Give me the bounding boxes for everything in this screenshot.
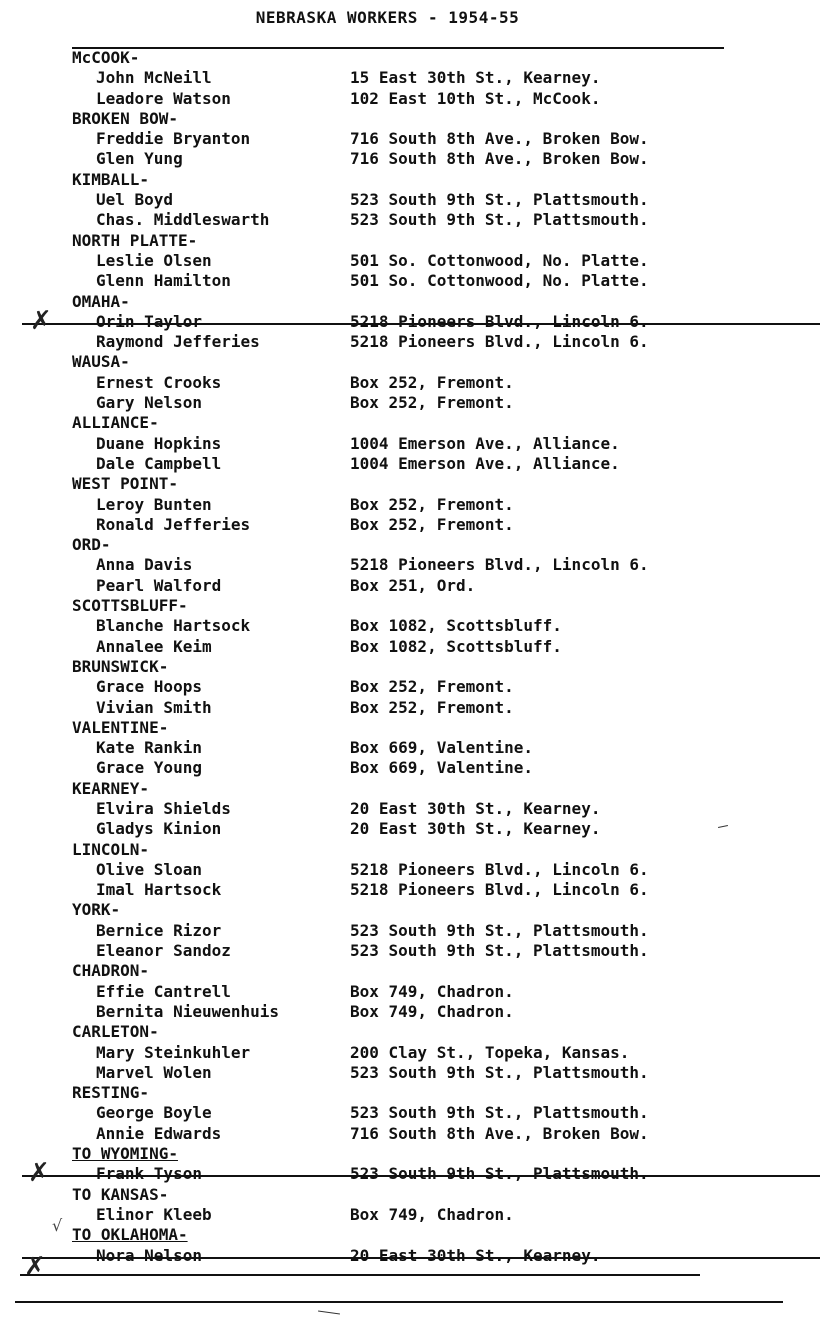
worker-name: Leslie Olsen [96, 250, 212, 270]
worker-name: Leroy Bunten [96, 494, 212, 514]
x-mark-wyoming: ✗ [28, 1158, 50, 1188]
location-heading [72, 48, 792, 68]
worker-address: 716 South 8th Ave., Broken Bow. [350, 1123, 649, 1143]
page-bottom-rule [15, 1301, 783, 1303]
location-label: CHADRON- [72, 961, 150, 981]
worker-row [72, 1246, 792, 1266]
worker-row [72, 677, 792, 697]
worker-name: Mary Steinkuhler [96, 1042, 251, 1062]
worker-name: Ernest Crooks [96, 372, 222, 392]
location-heading [72, 352, 792, 372]
location-heading [72, 413, 792, 433]
worker-address: 523 South 9th St., Plattsmouth. [350, 920, 649, 940]
worker-name: Uel Boyd [96, 190, 174, 210]
worker-row [72, 941, 792, 961]
location-label: TO KANSAS- [72, 1184, 169, 1204]
worker-row [72, 576, 792, 596]
worker-row [72, 495, 792, 515]
worker-row [72, 738, 792, 758]
worker-name: Anna Davis [96, 555, 193, 575]
worker-row [72, 880, 792, 900]
worker-name: Elvira Shields [96, 798, 231, 818]
worker-name: Glenn Hamilton [96, 271, 231, 291]
location-label: BRUNSWICK- [72, 656, 169, 676]
worker-address: Box 749, Chadron. [350, 981, 514, 1001]
worker-address: 5218 Pioneers Blvd., Lincoln 6. [350, 311, 649, 331]
worker-row [72, 1043, 792, 1063]
worker-name: Pearl Walford [96, 575, 222, 595]
worker-name: Vivian Smith [96, 697, 212, 717]
worker-address: 501 So. Cottonwood, No. Platte. [350, 271, 649, 291]
location-label: KIMBALL- [72, 169, 150, 189]
worker-address: 501 So. Cottonwood, No. Platte. [350, 250, 649, 270]
worker-address: 20 East 30th St., Kearney. [350, 1245, 601, 1265]
location-heading [72, 657, 792, 677]
location-heading [72, 718, 792, 738]
worker-row [72, 129, 792, 149]
worker-row [72, 190, 792, 210]
worker-name: Duane Hopkins [96, 433, 222, 453]
location-label: RESTING- [72, 1083, 150, 1103]
worker-address: 523 South 9th St., Plattsmouth. [350, 1103, 649, 1123]
location-heading [72, 900, 792, 920]
worker-address: 523 South 9th St., Plattsmouth. [350, 190, 649, 210]
x-mark-omaha: ✗ [30, 306, 52, 336]
worker-name: Annalee Keim [96, 636, 212, 656]
worker-name: Effie Cantrell [96, 981, 231, 1001]
worker-address: 20 East 30th St., Kearney. [350, 798, 601, 818]
worker-name: Freddie Bryanton [96, 129, 251, 149]
worker-name: Elinor Kleeb [96, 1204, 212, 1224]
worker-address: Box 252, Fremont. [350, 697, 514, 717]
worker-address: 1004 Emerson Ave., Alliance. [350, 453, 620, 473]
location-label: ALLIANCE- [72, 413, 159, 433]
location-heading [72, 292, 792, 312]
worker-name: Frank Tyson [96, 1164, 202, 1184]
worker-row [72, 210, 792, 230]
worker-address: Box 669, Valentine. [350, 758, 534, 778]
worker-name: Raymond Jefferies [96, 332, 260, 352]
worker-address: 1004 Emerson Ave., Alliance. [350, 433, 620, 453]
worker-name: Olive Sloan [96, 859, 202, 879]
worker-address: Box 252, Fremont. [350, 514, 514, 534]
x-mark-oklahoma: ✗ [24, 1252, 46, 1282]
location-heading [72, 1185, 792, 1205]
check-mark-oklahoma: √ [52, 1216, 63, 1235]
location-heading [72, 596, 792, 616]
worker-address: 523 South 9th St., Plattsmouth. [350, 1164, 649, 1184]
worker-row [72, 1164, 792, 1184]
location-label: OMAHA- [72, 291, 130, 311]
location-label: CARLETON- [72, 1022, 159, 1042]
worker-row [72, 1002, 792, 1022]
worker-address: 716 South 8th Ave., Broken Bow. [350, 129, 649, 149]
worker-address: Box 252, Fremont. [350, 372, 514, 392]
worker-row [72, 698, 792, 718]
location-heading [72, 170, 792, 190]
worker-address: 20 East 30th St., Kearney. [350, 819, 601, 839]
location-label: LINCOLN- [72, 839, 150, 859]
worker-row [72, 860, 792, 880]
worker-address: Box 251, Ord. [350, 575, 476, 595]
location-label: ORD- [72, 535, 111, 555]
worker-name: Marvel Wolen [96, 1062, 212, 1082]
worker-address: Box 749, Chadron. [350, 1001, 514, 1021]
worker-address: Box 1082, Scottsbluff. [350, 636, 562, 656]
location-heading [72, 961, 792, 981]
location-label: YORK- [72, 900, 121, 920]
location-heading [72, 840, 792, 860]
worker-name: Nora Nelson [96, 1245, 202, 1265]
worker-address: 716 South 8th Ave., Broken Bow. [350, 149, 649, 169]
worker-address: 15 East 30th St., Kearney. [350, 68, 601, 88]
worker-name: Dale Campbell [96, 453, 222, 473]
worker-row [72, 515, 792, 535]
worker-row [72, 555, 792, 575]
location-label: SCOTTSBLUFF- [72, 596, 188, 616]
location-label: BROKEN BOW- [72, 108, 178, 128]
worker-name: Gladys Kinion [96, 819, 222, 839]
worker-row [72, 434, 792, 454]
worker-row [72, 758, 792, 778]
worker-row [72, 271, 792, 291]
worker-name: Bernice Rizor [96, 920, 222, 940]
location-label: WEST POINT- [72, 474, 178, 494]
worker-address: 523 South 9th St., Plattsmouth. [350, 210, 649, 230]
worker-row [72, 819, 792, 839]
location-label: TO WYOMING- [72, 1144, 178, 1164]
worker-row [72, 799, 792, 819]
location-heading [72, 1144, 792, 1164]
worker-name: Kate Rankin [96, 738, 202, 758]
worker-address: 5218 Pioneers Blvd., Lincoln 6. [350, 859, 649, 879]
worker-row [72, 149, 792, 169]
worker-row [72, 637, 792, 657]
worker-name: Leadore Watson [96, 88, 231, 108]
worker-name: George Boyle [96, 1103, 212, 1123]
worker-row [72, 68, 792, 88]
worker-address: 5218 Pioneers Blvd., Lincoln 6. [350, 555, 649, 575]
worker-name: Grace Young [96, 758, 202, 778]
worker-row [72, 1063, 792, 1083]
worker-row [72, 393, 792, 413]
document-title: NEBRASKA WORKERS - 1954-55 [255, 8, 520, 27]
worker-name: Imal Hartsock [96, 880, 222, 900]
worker-address: 5218 Pioneers Blvd., Lincoln 6. [350, 880, 649, 900]
worker-name: Annie Edwards [96, 1123, 222, 1143]
worker-address: 5218 Pioneers Blvd., Lincoln 6. [350, 332, 649, 352]
worker-name: Glen Yung [96, 149, 183, 169]
workers-list [72, 48, 792, 1266]
worker-address: 523 South 9th St., Plattsmouth. [350, 1062, 649, 1082]
worker-address: 200 Clay St., Topeka, Kansas. [350, 1042, 630, 1062]
location-heading [72, 1083, 792, 1103]
worker-row [72, 1124, 792, 1144]
worker-address: Box 1082, Scottsbluff. [350, 616, 562, 636]
worker-row [72, 454, 792, 474]
worker-address: Box 252, Fremont. [350, 677, 514, 697]
worker-name: Grace Hoops [96, 677, 202, 697]
worker-row [72, 373, 792, 393]
stray-mark [318, 1310, 340, 1314]
location-label: VALENTINE- [72, 717, 169, 737]
worker-row [72, 1205, 792, 1225]
worker-row [72, 251, 792, 271]
location-heading [72, 779, 792, 799]
worker-name: Orin Taylor [96, 311, 202, 331]
worker-row [72, 89, 792, 109]
worker-address: Box 252, Fremont. [350, 494, 514, 514]
location-label: WAUSA- [72, 352, 130, 372]
worker-address: Box 749, Chadron. [350, 1204, 514, 1224]
worker-row [72, 312, 792, 332]
location-heading [72, 535, 792, 555]
worker-name: Chas. Middleswarth [96, 210, 270, 230]
worker-name: Gary Nelson [96, 393, 202, 413]
location-heading [72, 1225, 792, 1245]
location-heading [72, 109, 792, 129]
location-heading [72, 231, 792, 251]
worker-row [72, 616, 792, 636]
location-label: KEARNEY- [72, 778, 150, 798]
worker-address: 523 South 9th St., Plattsmouth. [350, 941, 649, 961]
location-label: McCOOK- [72, 48, 140, 67]
worker-row [72, 921, 792, 941]
location-heading [72, 474, 792, 494]
worker-address: Box 252, Fremont. [350, 393, 514, 413]
worker-row [72, 332, 792, 352]
location-label: TO OKLAHOMA- [72, 1225, 188, 1245]
worker-name: Bernita Nieuwenhuis [96, 1001, 280, 1021]
worker-name: Blanche Hartsock [96, 616, 251, 636]
worker-address: Box 669, Valentine. [350, 738, 534, 758]
worker-name: Ronald Jefferies [96, 514, 251, 534]
closing-rule [20, 1274, 700, 1276]
worker-row [72, 982, 792, 1002]
location-heading [72, 1022, 792, 1042]
worker-name: John McNeill [96, 68, 212, 88]
worker-name: Eleanor Sandoz [96, 941, 231, 961]
worker-row [72, 1103, 792, 1123]
worker-address: 102 East 10th St., McCook. [350, 88, 601, 108]
location-label: NORTH PLATTE- [72, 230, 198, 250]
